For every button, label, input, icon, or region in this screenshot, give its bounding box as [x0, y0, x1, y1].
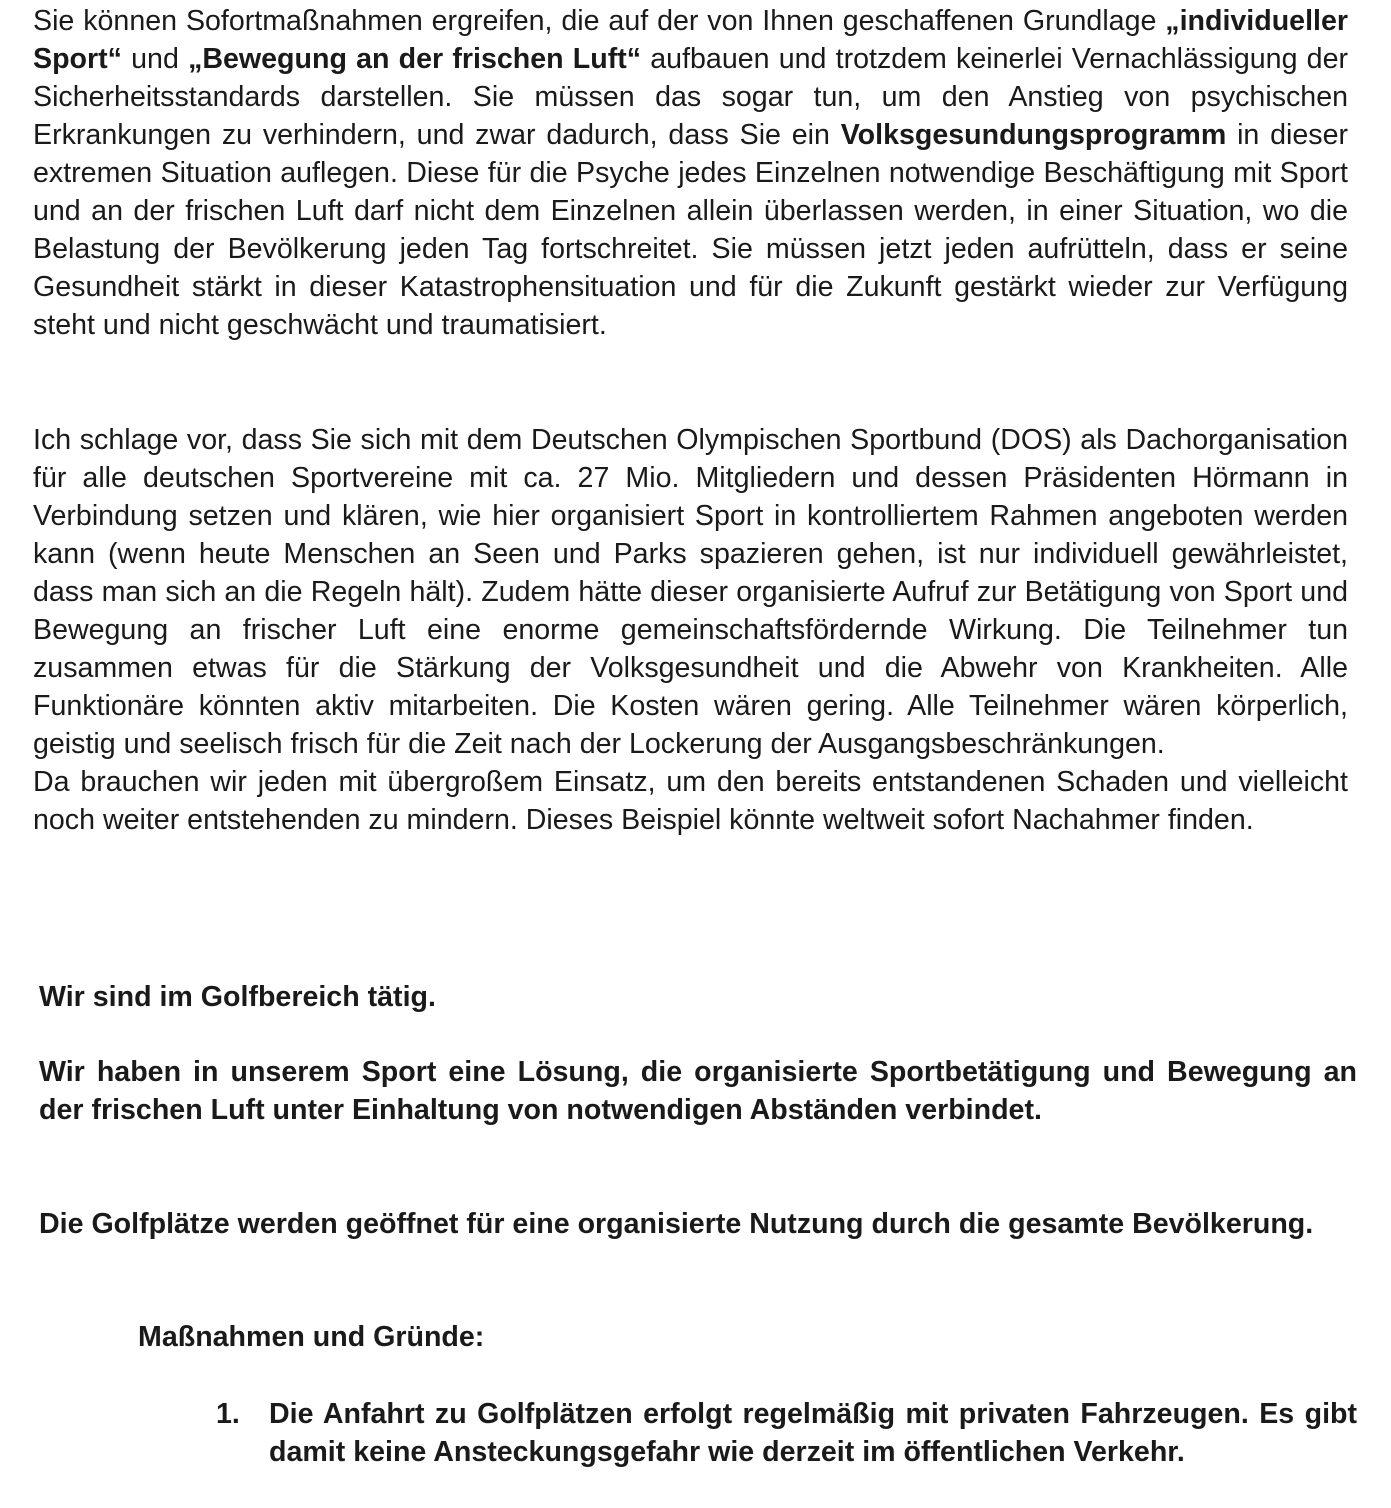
- paragraph-proposal-body: Ich schlage vor, dass Sie sich mit dem Deutschen Olympischen Sportbund (DOS) als Dachorganisation für alle deutschen Sportvereine mit ca. 27 Mio. Mitgliedern und dessen Präsidenten Hörmann in Verbindung setzen und klären, wie hier organisiert Sport in kontrolliertem Rahmen angeboten werden kann (wenn heute Menschen an Seen und Parks spazieren gehen, ist nur individuell gewährleistet, dass man sich an die Regeln hält). Zudem hätte dieser organisierte Aufruf zur Betätigung von Sport und Bewegung an frischer Luft eine enorme gemeinschaftsfördernde Wirkung. Die Teilnehmer tun zusammen etwas für die Stärkung der Volksgesundheit und die Abwehr von Krankheiten. Alle Funktionäre könnten aktiv mitarbeiten. Die Kosten wären gering. Alle Teilnehmer wären körperlich, geistig und seelisch frisch für die Zeit nach der Lockerung der Ausgangsbeschränkungen.: [33, 424, 1348, 760]
- bold-phrase-program: Volksgesundungsprogramm: [840, 119, 1227, 151]
- paragraph-proposal: [33, 421, 1348, 839]
- measures-heading: Maßnahmen und Gründe:: [138, 1321, 485, 1353]
- list-item-number: 1.: [216, 1398, 240, 1430]
- paragraph-text: Sie können Sofortmaßnahmen ergreifen, die auf der von Ihnen geschaffenen Grundlage: [33, 5, 1166, 37]
- statement-golf-sector: Wir sind im Golfbereich tätig.: [39, 981, 436, 1013]
- paragraph-proposal-tail: Da brauchen wir jeden mit übergroßem Einsatz, um den bereits entstandenen Schaden und vielleicht noch weiter entstehenden zu mindern. Dieses Beispiel könnte weltweit sofort Nachahmer finden.: [33, 766, 1348, 836]
- list-item: [216, 1395, 1357, 1471]
- statement-solution: Wir haben in unserem Sport eine Lösung, die organisierte Sportbetätigung und Bewegung an der frischen Luft unter Einhaltung von notwendigen Abständen verbindet.: [39, 1056, 1357, 1126]
- list-item-text: Die Anfahrt zu Golfplätzen erfolgt regelmäßig mit privaten Fahrzeugen. Es gibt damit keine Ansteckungsgefahr wie derzeit im öffentlichen Verkehr.: [269, 1398, 1357, 1468]
- statement-golf-courses-open: Die Golfplätze werden geöffnet für eine organisierte Nutzung durch die gesamte Bevölkerung.: [39, 1208, 1314, 1240]
- bold-phrase-fresh-air: „Bewegung an der frischen Luft“: [188, 43, 642, 75]
- paragraph-text: und: [121, 43, 189, 75]
- bold-phrase-individual-sport: „individueller Sport“: [33, 5, 1348, 75]
- paragraph-text: aufbauen und trotzdem keinerlei Vernachlässigung der Sicherheitsstandards darstellen. Sie müssen das sogar tun, um den Anstieg von psychischen Erkrankungen zu verhindern, und zwar dadurch, dass Sie ein: [33, 43, 1348, 151]
- paragraph-immediate-measures: [33, 2, 1348, 344]
- paragraph-text: in dieser extremen Situation auflegen. Diese für die Psyche jedes Einzelnen notwendige Beschäftigung mit Sport und an der frischen Luft darf nicht dem Einzelnen allein überlassen werden, in einer Situation, wo die Belastung der Bevölkerung jeden Tag fortschreitet. Sie müssen jetzt jeden aufrütteln, dass er seine Gesundheit stärkt in dieser Katastrophensituation und für die Zukunft gestärkt wieder zur Verfügung steht und nicht geschwächt und traumatisiert.: [33, 119, 1348, 341]
